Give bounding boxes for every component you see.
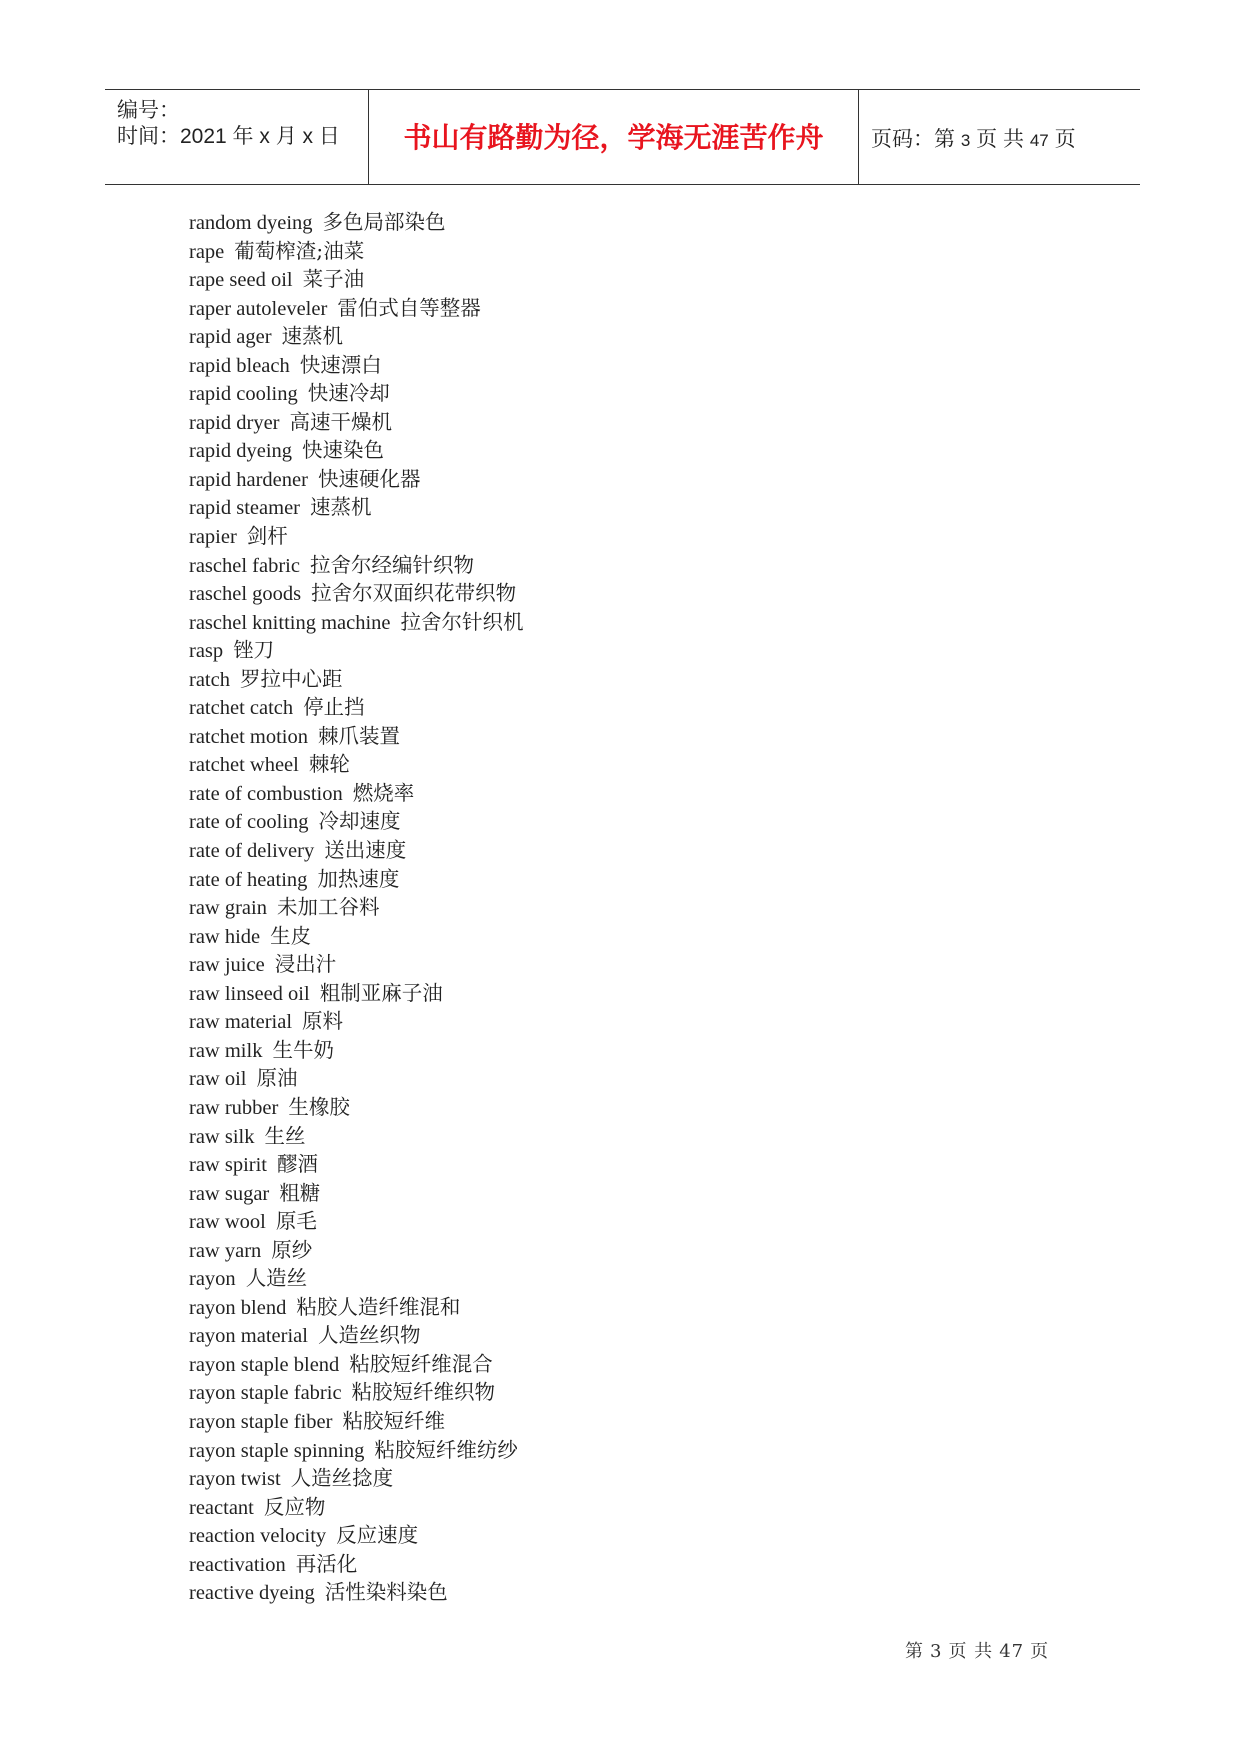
glossary-entry — [189, 1122, 524, 1151]
glossary-entry — [189, 1179, 524, 1208]
entry-chinese-term: 棘轮 — [308, 752, 350, 777]
entry-english-term: rayon — [189, 1268, 236, 1291]
entry-chinese-term: 加热速度 — [317, 866, 400, 891]
entry-chinese-term: 棘爪装置 — [317, 723, 400, 748]
entry-english-term: rape seed oil — [189, 269, 293, 292]
glossary-entry — [189, 522, 524, 551]
entry-english-term: rayon staple fabric — [189, 1382, 342, 1405]
header-meta-cell — [105, 90, 369, 184]
glossary-entry — [189, 1036, 524, 1065]
glossary-entry — [189, 722, 524, 751]
entry-english-term: reactive dyeing — [189, 1582, 315, 1605]
glossary-entry — [189, 665, 524, 694]
glossary-entry — [189, 807, 524, 836]
entry-chinese-term: 原料 — [302, 1009, 344, 1034]
entry-english-term: raw wool — [189, 1211, 266, 1234]
glossary-entry — [189, 750, 524, 779]
entry-chinese-term: 燃烧率 — [352, 780, 415, 805]
entry-english-term: rate of heating — [189, 868, 308, 891]
entry-english-term: raschel knitting machine — [189, 611, 391, 634]
entry-english-term: ratch — [189, 668, 230, 691]
glossary-entry — [189, 1264, 524, 1293]
glossary-entry — [189, 1493, 524, 1522]
glossary-entry — [189, 237, 524, 266]
footer-current-page: 3 — [930, 1641, 943, 1662]
entry-english-term: rapid steamer — [189, 497, 300, 520]
glossary-entry — [189, 922, 524, 951]
entry-english-term: raschel fabric — [189, 554, 300, 577]
glossary-entry — [189, 579, 524, 608]
entry-english-term: rayon staple blend — [189, 1353, 340, 1376]
footer-prefix: 第 — [905, 1641, 924, 1662]
entry-chinese-term: 快速染色 — [302, 438, 385, 463]
glossary-entry — [189, 208, 524, 237]
entry-english-term: rate of cooling — [189, 811, 309, 834]
document-number-label: 编号： — [117, 99, 180, 122]
entry-chinese-term: 人造丝 — [245, 1266, 308, 1291]
entry-chinese-term: 罗拉中心距 — [239, 666, 343, 691]
glossary-entry — [189, 294, 524, 323]
entry-english-term: raw juice — [189, 954, 265, 977]
glossary-entry — [189, 1578, 524, 1607]
entry-english-term: rayon staple fiber — [189, 1410, 333, 1433]
header-motto: 书山有路勤为径，学海无涯苦作舟 — [403, 121, 824, 154]
entry-english-term: ratchet catch — [189, 697, 294, 720]
entry-chinese-term: 粘胶短纤维纺纱 — [374, 1437, 518, 1462]
glossary-entry — [189, 893, 524, 922]
glossary-entry — [189, 379, 524, 408]
glossary-entry — [189, 836, 524, 865]
glossary-entry — [189, 351, 524, 380]
entry-chinese-term: 醪酒 — [277, 1152, 318, 1177]
entry-english-term: rapier — [189, 526, 237, 549]
entry-english-term: raw linseed oil — [189, 982, 310, 1005]
page-code-current: 3 — [960, 131, 971, 150]
entry-english-term: rayon blend — [189, 1296, 287, 1319]
entry-english-term: raw material — [189, 1011, 293, 1034]
glossary-entry — [189, 865, 524, 894]
entry-english-term: rapid hardener — [189, 468, 308, 491]
entry-chinese-term: 锉刀 — [233, 638, 275, 663]
glossary-entry — [189, 1293, 524, 1322]
entry-chinese-term: 菜子油 — [302, 267, 365, 292]
glossary-list — [189, 208, 524, 1607]
entry-chinese-term: 粘胶短纤维 — [342, 1408, 445, 1433]
entry-english-term: rate of delivery — [189, 840, 315, 863]
entry-chinese-term: 葡萄榨渣;油菜 — [234, 238, 365, 263]
entry-chinese-term: 生皮 — [270, 923, 312, 948]
entry-chinese-term: 人造丝织物 — [317, 1323, 421, 1348]
entry-english-term: raschel goods — [189, 583, 302, 606]
entry-english-term: reactivation — [189, 1553, 286, 1576]
footer-suffix: 页 — [1030, 1641, 1050, 1662]
entry-english-term: raw grain — [189, 897, 267, 920]
header-page-code-cell — [859, 90, 1140, 184]
entry-english-term: rayon staple spinning — [189, 1439, 365, 1462]
glossary-entry — [189, 608, 524, 637]
glossary-entry — [189, 551, 524, 580]
entry-english-term: reactant — [189, 1496, 254, 1519]
entry-chinese-term: 剑杆 — [246, 524, 288, 549]
glossary-entry — [189, 1064, 524, 1093]
entry-chinese-term: 粗糖 — [279, 1180, 321, 1205]
entry-english-term: raw sugar — [189, 1182, 270, 1205]
entry-chinese-term: 快速冷却 — [307, 381, 390, 406]
entry-chinese-term: 粘胶人造纤维混和 — [296, 1294, 461, 1319]
header-page-code — [871, 123, 1076, 153]
entry-english-term: raw yarn — [189, 1239, 262, 1262]
entry-english-term: raper autoleveler — [189, 297, 328, 320]
glossary-entry — [189, 265, 524, 294]
entry-chinese-term: 送出速度 — [324, 838, 407, 863]
entry-chinese-term: 拉舍尔针织机 — [400, 609, 524, 634]
glossary-entry — [189, 465, 524, 494]
entry-english-term: rayon material — [189, 1325, 308, 1348]
entry-chinese-term: 拉舍尔双面织花带织物 — [311, 581, 517, 606]
entry-english-term: rapid dryer — [189, 411, 280, 434]
header-motto-cell — [369, 90, 859, 184]
entry-english-term: ratchet wheel — [189, 754, 299, 777]
entry-english-term: rapid cooling — [189, 383, 298, 406]
entry-english-term: raw spirit — [189, 1154, 267, 1177]
entry-chinese-term: 快速硬化器 — [317, 466, 421, 491]
entry-english-term: rapid bleach — [189, 354, 290, 377]
entry-chinese-term: 原纱 — [271, 1237, 313, 1262]
entry-chinese-term: 生牛奶 — [272, 1037, 334, 1062]
entry-english-term: rayon twist — [189, 1468, 281, 1491]
glossary-entry — [189, 779, 524, 808]
glossary-entry — [189, 1550, 524, 1579]
entry-english-term: rape — [189, 240, 225, 263]
entry-chinese-term: 快速漂白 — [299, 352, 382, 377]
entry-chinese-term: 粘胶短纤维织物 — [351, 1380, 496, 1405]
glossary-entry — [189, 1207, 524, 1236]
entry-chinese-term: 浸出汁 — [274, 952, 337, 977]
entry-chinese-term: 原油 — [256, 1066, 298, 1091]
glossary-entry — [189, 1321, 524, 1350]
page-footer — [905, 1637, 1055, 1663]
entry-chinese-term: 粗制亚麻子油 — [319, 980, 443, 1005]
glossary-entry — [189, 436, 524, 465]
document-time-label: 时间：2021 年 x 月 x 日 — [117, 125, 340, 148]
glossary-entry — [189, 1236, 524, 1265]
entry-chinese-term: 原毛 — [275, 1209, 317, 1234]
entry-chinese-term: 再活化 — [295, 1551, 358, 1576]
glossary-entry — [189, 1521, 524, 1550]
page-code-mid: 页 共 — [976, 128, 1024, 151]
entry-english-term: random dyeing — [189, 212, 313, 234]
entry-english-term: raw rubber — [189, 1096, 279, 1119]
entry-chinese-term: 活性染料染色 — [324, 1580, 448, 1605]
page-header — [105, 89, 1140, 185]
glossary-entry — [189, 1007, 524, 1036]
glossary-entry — [189, 1350, 524, 1379]
entry-chinese-term: 多色局部染色 — [322, 210, 446, 234]
entry-chinese-term: 生丝 — [264, 1123, 306, 1148]
glossary-entry — [189, 950, 524, 979]
glossary-entry — [189, 1464, 524, 1493]
page-code-total: 47 — [1029, 131, 1049, 150]
glossary-entry — [189, 1150, 524, 1179]
entry-chinese-term: 高速干燥机 — [289, 409, 392, 434]
entry-chinese-term: 速蒸机 — [310, 495, 372, 520]
glossary-entry — [189, 1436, 524, 1465]
glossary-entry — [189, 1378, 524, 1407]
entry-english-term: rasp — [189, 640, 224, 663]
entry-chinese-term: 人造丝捻度 — [290, 1466, 394, 1491]
page-code-suffix: 页 — [1054, 128, 1076, 151]
glossary-entry — [189, 322, 524, 351]
entry-chinese-term: 雷伯式自等整器 — [337, 295, 481, 320]
footer-total-pages: 47 — [999, 1641, 1025, 1662]
entry-chinese-term: 停止挡 — [303, 695, 365, 720]
entry-chinese-term: 生橡胶 — [288, 1094, 350, 1119]
entry-english-term: rapid dyeing — [189, 440, 293, 463]
entry-chinese-term: 反应物 — [263, 1494, 326, 1519]
footer-mid: 页 共 — [948, 1641, 994, 1662]
glossary-entry — [189, 693, 524, 722]
entry-chinese-term: 冷却速度 — [318, 809, 401, 834]
glossary-entry — [189, 493, 524, 522]
page-code-prefix: 页码：第 — [871, 128, 955, 151]
entry-english-term: raw oil — [189, 1068, 247, 1091]
entry-chinese-term: 未加工谷料 — [276, 895, 380, 920]
glossary-entry — [189, 636, 524, 665]
glossary-entry — [189, 1093, 524, 1122]
entry-english-term: raw milk — [189, 1039, 263, 1062]
entry-english-term: reaction velocity — [189, 1525, 327, 1548]
entry-chinese-term: 速蒸机 — [281, 324, 344, 349]
entry-chinese-term: 粘胶短纤维混合 — [349, 1351, 493, 1376]
entry-english-term: raw silk — [189, 1125, 255, 1148]
glossary-entry — [189, 408, 524, 437]
entry-english-term: rate of combustion — [189, 782, 343, 805]
entry-chinese-term: 反应速度 — [336, 1523, 419, 1548]
entry-english-term: raw hide — [189, 925, 261, 948]
glossary-entry — [189, 1407, 524, 1436]
entry-english-term: rapid ager — [189, 326, 272, 349]
entry-chinese-term: 拉舍尔经编针织物 — [309, 552, 474, 577]
glossary-entry — [189, 979, 524, 1008]
entry-english-term: ratchet motion — [189, 725, 308, 748]
